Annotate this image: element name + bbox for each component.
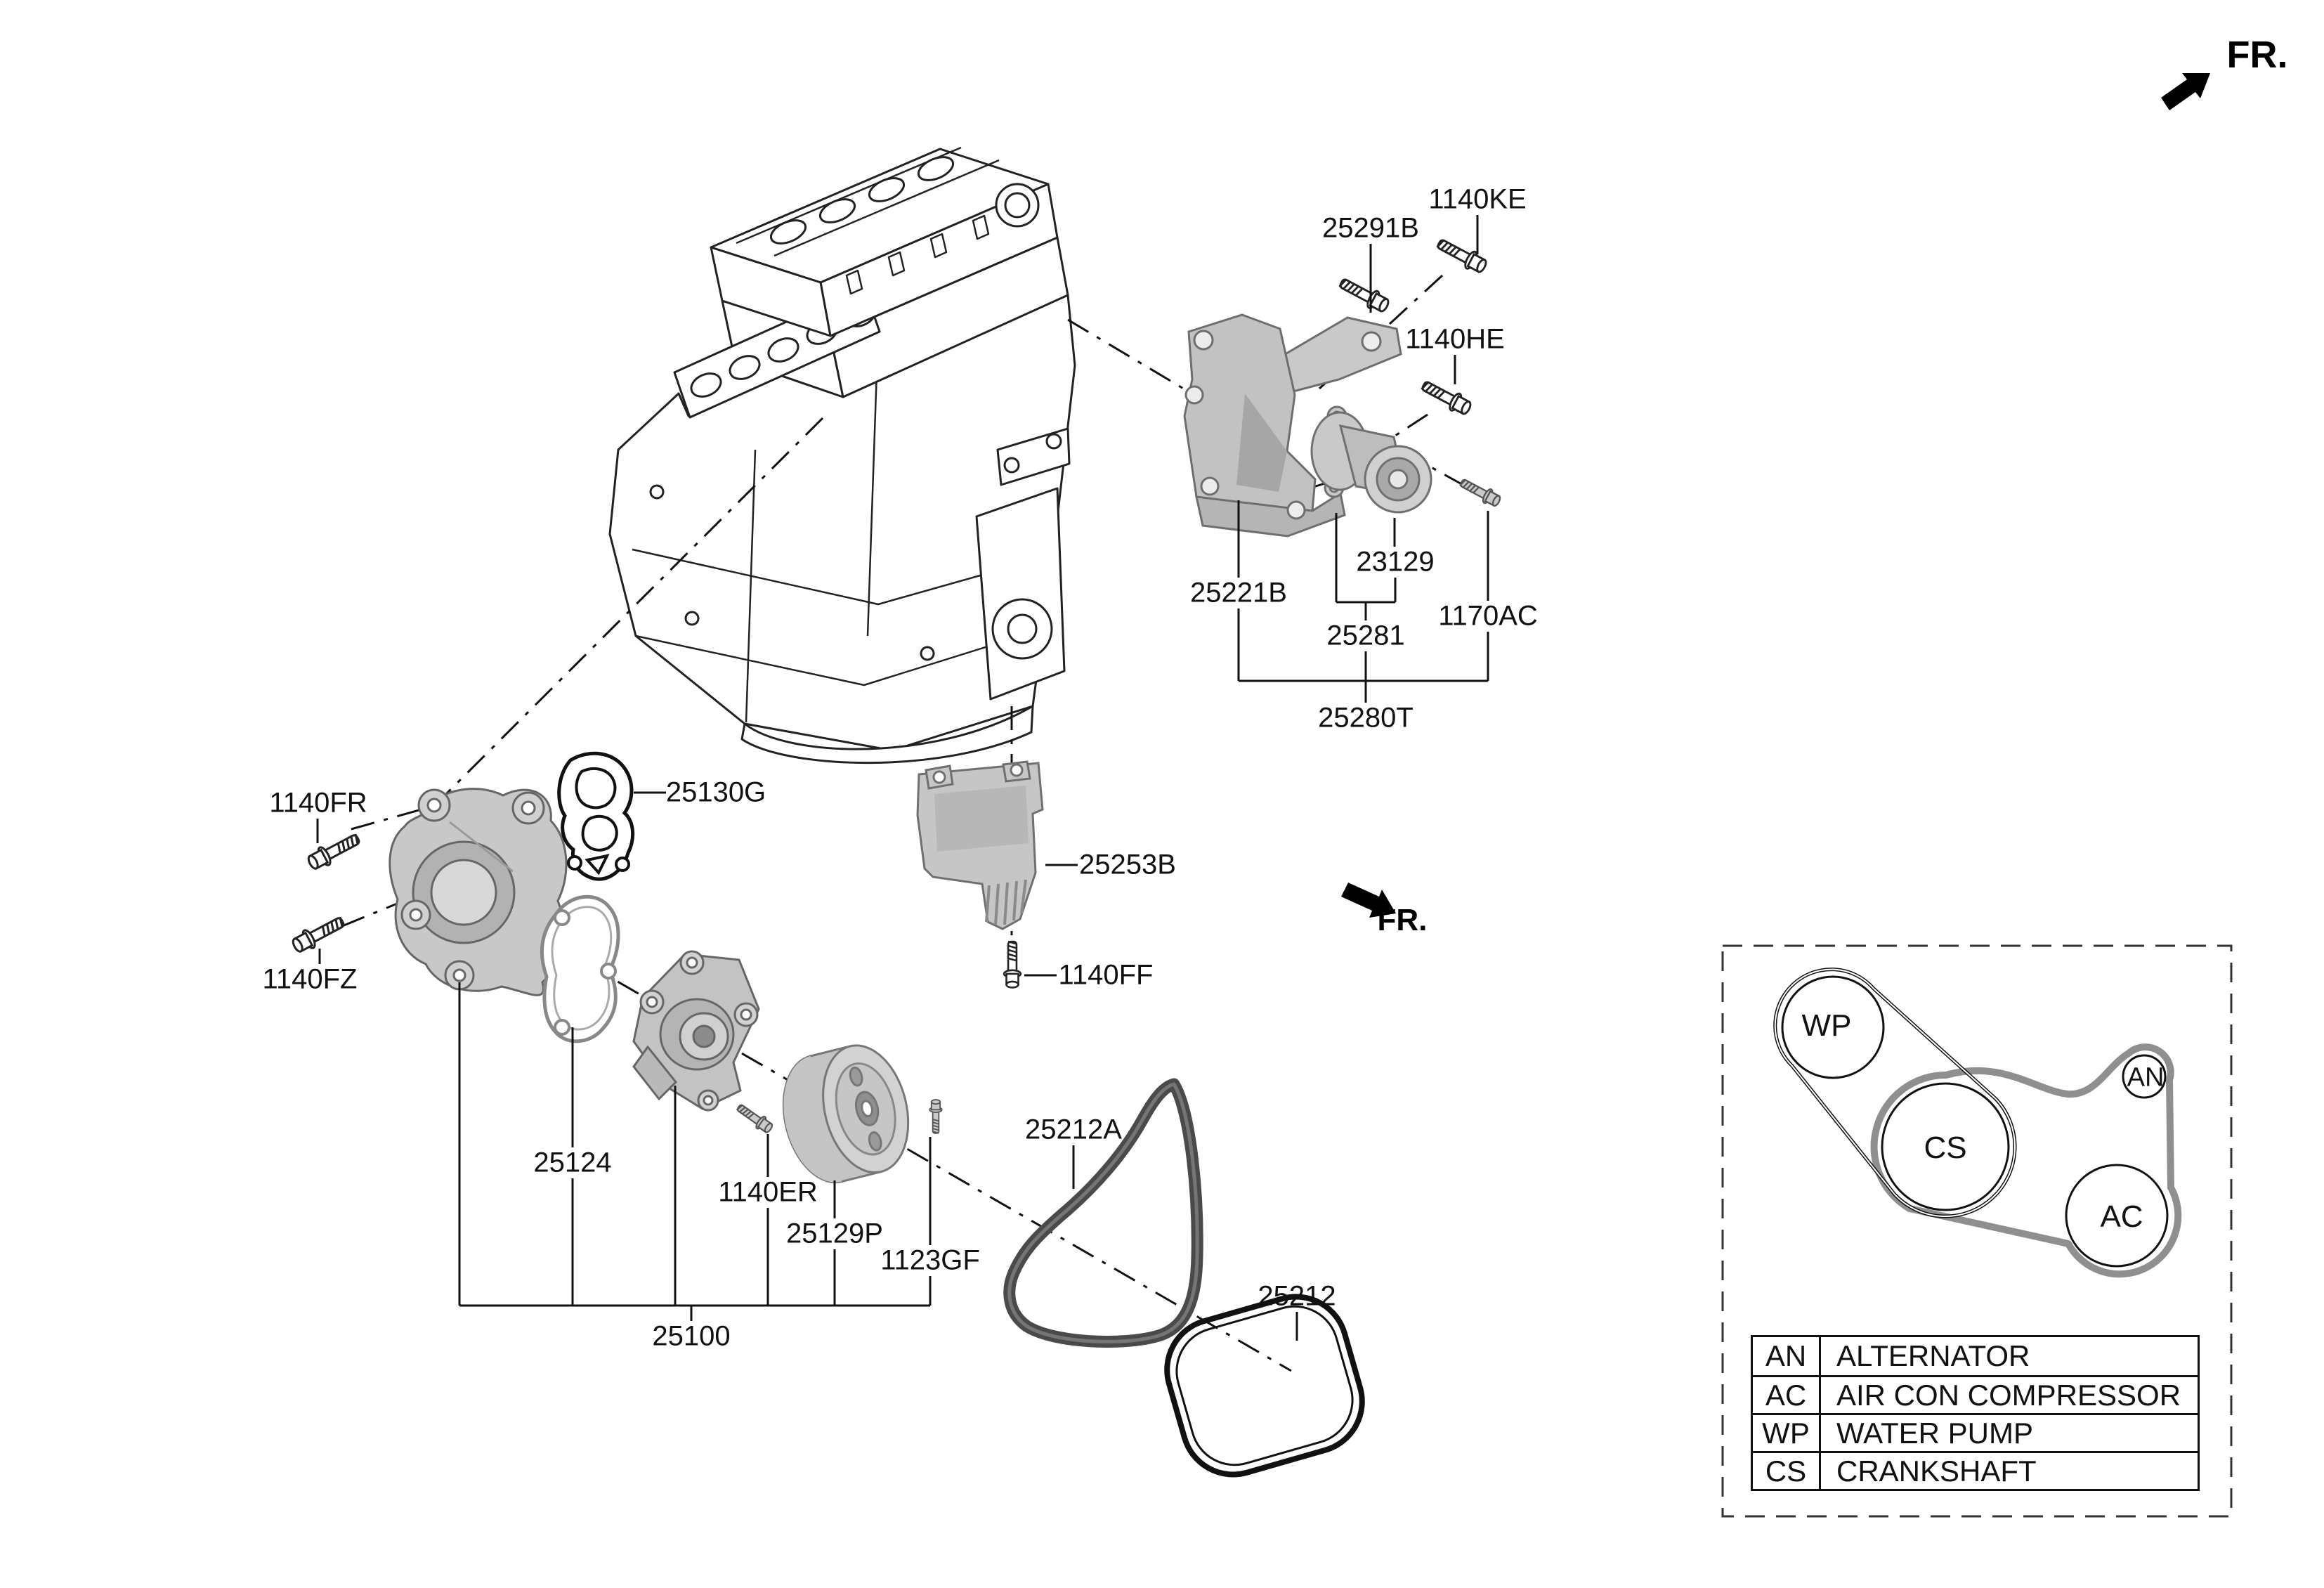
bolt-1140he [1419, 377, 1473, 417]
part-label-1140FZ: 1140FZ [262, 963, 358, 995]
part-label-25221B: 25221B [1190, 577, 1287, 608]
part-label-1140ER: 1140ER [718, 1176, 818, 1208]
bolt-1140ff [1004, 942, 1021, 987]
part-label-1140HE: 1140HE [1405, 323, 1505, 355]
belt-legend-table [1751, 1335, 2200, 1491]
water-pump-cover [390, 789, 566, 996]
part-label-1140FR: 1140FR [269, 787, 367, 819]
part-label-25212: 25212 [1258, 1280, 1336, 1312]
part-label-25100: 25100 [652, 1320, 731, 1352]
pulley-label-cs: CS [1924, 1131, 1967, 1165]
fr-marker-center: FR. [1377, 903, 1428, 937]
part-label-25291B: 25291B [1322, 212, 1419, 244]
legend-name: CRANKSHAFT [1836, 1454, 2037, 1488]
legend-name: WATER PUMP [1836, 1416, 2033, 1450]
legend-row-cs [1753, 1451, 2198, 1489]
part-label-25280T: 25280T [1318, 702, 1414, 734]
coolant-gasket-25130g [559, 753, 633, 879]
legend-name: AIR CON COMPRESSOR [1836, 1378, 2181, 1412]
part-label-25124: 25124 [533, 1147, 612, 1178]
legend-code: AC [1753, 1377, 1821, 1413]
mounting-bracket-25221b [1184, 315, 1401, 536]
water-pump-gasket-25124 [542, 897, 618, 1041]
pulley-label-an: AN [2127, 1062, 2165, 1093]
belt-tensioner-23129 [1312, 407, 1431, 512]
legend-row-an [1753, 1337, 2198, 1375]
part-label-25129P: 25129P [786, 1218, 883, 1249]
legend-code: AN [1753, 1337, 1821, 1375]
part-label-25281: 25281 [1326, 620, 1405, 651]
legend-code: WP [1753, 1415, 1821, 1451]
legend-name: ALTERNATOR [1836, 1339, 2030, 1372]
legend-row-wp [1753, 1413, 2198, 1451]
part-label-23129: 23129 [1356, 546, 1435, 578]
bolt-1123gf [929, 1100, 941, 1133]
bolt-1140er [735, 1101, 775, 1135]
bolt-1140ke [1435, 235, 1489, 275]
part-label-25130G: 25130G [665, 776, 766, 808]
fr-arrow-top-icon [2161, 73, 2210, 110]
bolt-1140fr [306, 830, 363, 873]
water-pump-body [634, 951, 759, 1110]
legend-code: CS [1753, 1453, 1821, 1489]
bolt-25291b [1337, 274, 1391, 315]
part-label-1140FF: 1140FF [1058, 959, 1154, 991]
legend-row-ac [1753, 1375, 2198, 1413]
pulley-label-wp: WP [1801, 1008, 1852, 1043]
bracket-25253b [918, 762, 1043, 929]
part-label-1140KE: 1140KE [1428, 183, 1527, 215]
water-pump-pulley [771, 1036, 920, 1192]
part-label-1123GF: 1123GF [880, 1244, 980, 1276]
pulley-label-ac: AC [2100, 1199, 2143, 1234]
engine-illustration [610, 148, 1075, 763]
part-label-25253B: 25253B [1079, 849, 1176, 880]
part-label-1170AC: 1170AC [1438, 600, 1538, 632]
bolt-1170ac [1458, 476, 1502, 509]
bolt-1140fz [290, 913, 347, 956]
fr-marker-top: FR. [2226, 34, 2288, 76]
part-label-25212A: 25212A [1025, 1114, 1122, 1145]
